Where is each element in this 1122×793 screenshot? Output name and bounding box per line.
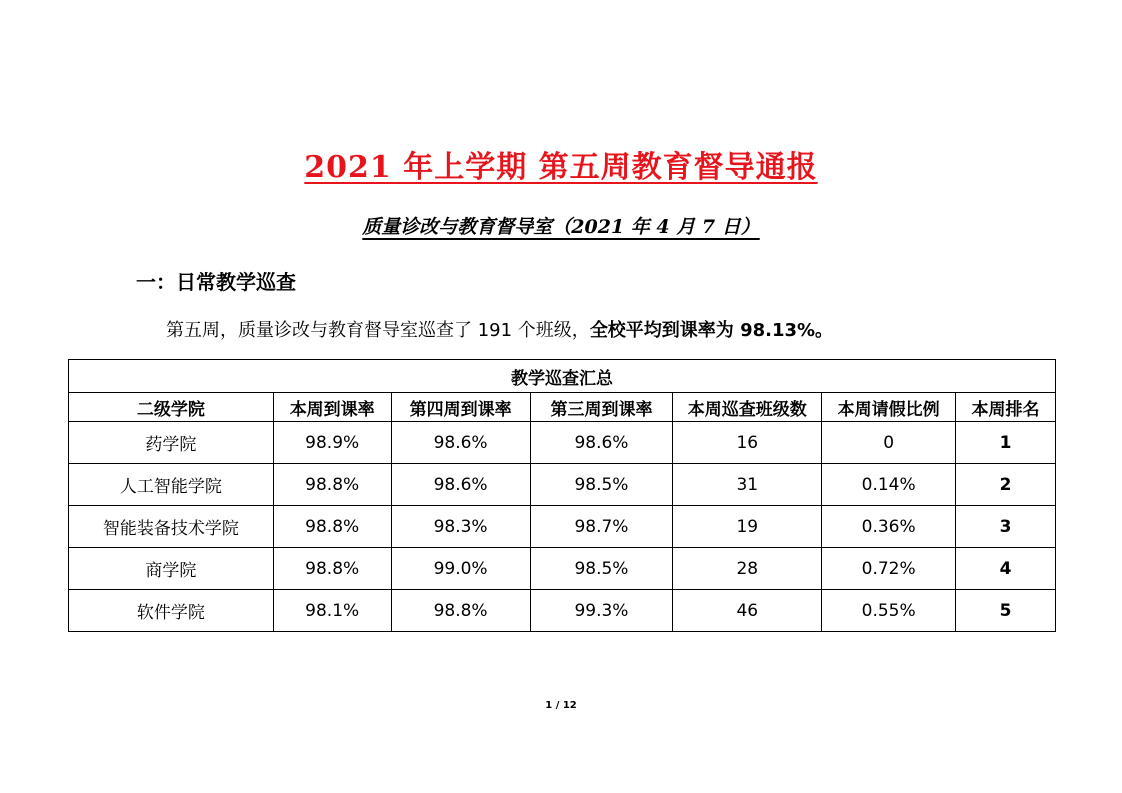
column-header-leave-ratio: 本周请假比例 — [822, 393, 956, 422]
intro-text: 第五周，质量诊改与教育督导室巡查了 191 个班级， — [166, 320, 590, 341]
cell-classes-inspected: 31 — [673, 464, 822, 506]
column-header-college: 二级学院 — [69, 393, 274, 422]
cell-this-week-attendance: 98.8% — [273, 464, 391, 506]
cell-leave-ratio: 0.14% — [822, 464, 956, 506]
table-caption-row — [69, 360, 1056, 393]
cell-this-week-attendance: 98.8% — [273, 506, 391, 548]
cell-week4-attendance: 98.8% — [391, 590, 530, 632]
cell-rank: 2 — [956, 464, 1056, 506]
cell-week4-attendance: 98.6% — [391, 422, 530, 464]
cell-classes-inspected: 16 — [673, 422, 822, 464]
column-header-week3-attendance: 第三周到课率 — [530, 393, 673, 422]
cell-college: 智能装备技术学院 — [69, 506, 274, 548]
cell-rank: 5 — [956, 590, 1056, 632]
cell-week3-attendance: 98.7% — [530, 506, 673, 548]
section-heading: 一：日常教学巡查 — [136, 270, 296, 294]
cell-rank: 4 — [956, 548, 1056, 590]
inspection-summary-table — [68, 359, 1056, 632]
column-header-week4-attendance: 第四周到课率 — [391, 393, 530, 422]
cell-leave-ratio: 0.72% — [822, 548, 956, 590]
table-row — [69, 548, 1056, 590]
cell-leave-ratio: 0.36% — [822, 506, 956, 548]
cell-week4-attendance: 99.0% — [391, 548, 530, 590]
cell-classes-inspected: 46 — [673, 590, 822, 632]
document-subtitle-text: 质量诊改与教育督导室（2021 年 4 月 7 日） — [362, 216, 760, 238]
cell-week3-attendance: 99.3% — [530, 590, 673, 632]
intro-emphasis: 全校平均到课率为 98.13%。 — [589, 320, 834, 341]
document-title-text: 2021 年上学期 第五周教育督导通报 — [304, 150, 818, 185]
cell-week3-attendance: 98.5% — [530, 548, 673, 590]
cell-week4-attendance: 98.3% — [391, 506, 530, 548]
cell-this-week-attendance: 98.1% — [273, 590, 391, 632]
cell-rank: 3 — [956, 506, 1056, 548]
cell-college: 药学院 — [69, 422, 274, 464]
table-row — [69, 464, 1056, 506]
cell-week3-attendance: 98.6% — [530, 422, 673, 464]
cell-this-week-attendance: 98.8% — [273, 548, 391, 590]
cell-rank: 1 — [956, 422, 1056, 464]
column-header-rank: 本周排名 — [956, 393, 1056, 422]
cell-classes-inspected: 19 — [673, 506, 822, 548]
cell-leave-ratio: 0.55% — [822, 590, 956, 632]
cell-college: 人工智能学院 — [69, 464, 274, 506]
cell-college: 商学院 — [69, 548, 274, 590]
column-header-classes-inspected: 本周巡查班级数 — [673, 393, 822, 422]
cell-this-week-attendance: 98.9% — [273, 422, 391, 464]
cell-week4-attendance: 98.6% — [391, 464, 530, 506]
column-header-this-week-attendance: 本周到课率 — [273, 393, 391, 422]
document-subtitle — [0, 212, 1122, 239]
cell-college: 软件学院 — [69, 590, 274, 632]
intro-paragraph — [166, 316, 833, 342]
document-title — [0, 142, 1122, 186]
cell-leave-ratio: 0 — [822, 422, 956, 464]
cell-week3-attendance: 98.5% — [530, 464, 673, 506]
page-number: 1 / 12 — [545, 700, 577, 711]
table-caption: 教学巡查汇总 — [69, 360, 1056, 393]
table-header-row — [69, 393, 1056, 422]
table-row — [69, 506, 1056, 548]
cell-classes-inspected: 28 — [673, 548, 822, 590]
table-row — [69, 422, 1056, 464]
table-row — [69, 590, 1056, 632]
